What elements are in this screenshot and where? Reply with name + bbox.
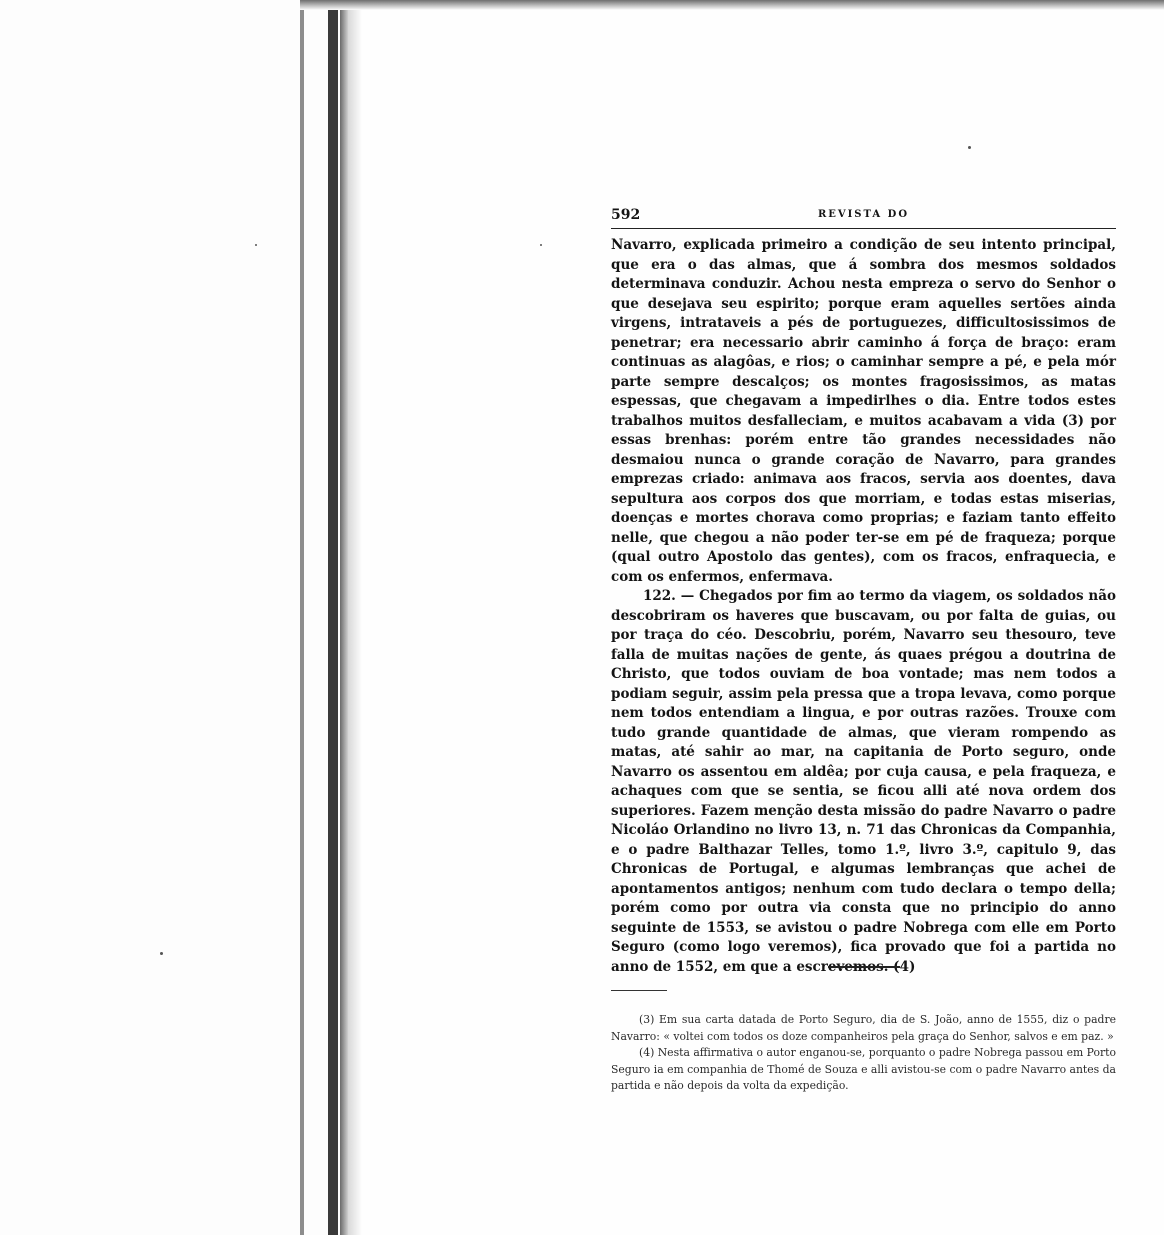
page-top-edge	[300, 0, 1164, 10]
gutter-fade	[348, 0, 362, 1235]
gutter-spine	[328, 0, 338, 1235]
header-rule	[611, 228, 1116, 229]
scan-speck	[160, 952, 163, 955]
gutter-edge-line	[300, 10, 304, 1235]
gutter-shadow	[340, 0, 348, 1235]
footnote-rule	[611, 990, 667, 991]
scan-speck	[968, 146, 971, 149]
body-text	[611, 236, 1116, 977]
scan-speck	[255, 244, 257, 246]
running-head	[611, 207, 1116, 227]
footnote: (4) Nesta affirmativa o autor enganou-se, porquanto o padre Nobrega passou em Porto Seguro ia em companhia de Thomé de Souza e alli avistou-se com o padre Navarro antes da partida e não depois da volta da expedição.	[611, 1046, 1116, 1092]
page-number: 592	[611, 207, 641, 223]
footnotes	[611, 1012, 1116, 1095]
paragraph: Navarro, explicada primeiro a condição de seu intento principal, que era o das almas, que á sombra dos mesmos soldados determinava conduzir. Achou nesta empreza o servo do Senhor o que desejava seu espirito; porque eram aquelles sertões ainda virgens, intrataveis a pés de portuguezes, difficultosissimos de penetrar; era necessario abrir caminho á força de braço: eram continuas as alagôas, e rios; o caminhar sempre a pé, e pela mór parte sempre descalços; os montes fragosissimos, as matas espessas, que chegavam a impedirlhes o dia. Entre todos estes trabalhos muitos desfalleciam, e muitos acabavam a vida (3) por essas brenhas: porém entre tão grandes necessidades não desmaiou nunca o grande coração de Navarro, para grandes emprezas criado: animava aos fracos, servia aos doentes, dava sepultura aos corpos dos que morriam, e todas estas miserias, doenças e mortes chorava como proprias; e faziam tanto effeito nelle, que chegou a não poder ter-se em pé de fraqueza; porque (qual outro Apostolo das gentes), com os fracos, enfraquecia, e com os enfermos, enfermava.	[611, 237, 1116, 585]
scan-speck	[540, 244, 542, 246]
footnote: (3) Em sua carta datada de Porto Seguro, dia de S. João, anno de 1555, diz o padre Navarro: « voltei com todos os doze companheiros pela graça do Senhor, salvos e em paz. »	[611, 1013, 1116, 1043]
paragraph: 122. — Chegados por fim ao termo da viagem, os soldados não descobriram os haveres que buscavam, ou por falta de guias, ou por traça do céo. Descobriu, porém, Navarro seu thesouro, teve falla de muitas nações de gente, ás quaes prégou a doutrina de Christo, que todos ouviam de boa vontade; mas nem todos a podiam seguir, assim pela pressa que a tropa levava, como porque nem todos entendiam a lingua, e por outras razões. Trouxe com tudo grande quantidade de almas, que vieram rompendo as matas, até sahir ao mar, na capitania de Porto seguro, onde Navarro os assentou em aldêa; por cuja causa, e pela fraqueza, e achaques com que se sentia, se ficou alli até nova ordem dos superiores. Fazem menção desta missão do padre Navarro o padre Nicoláo Orlandino no livro 13, n. 71 das Chronicas da Companhia, e o padre Balthazar Telles, tomo 1.º, livro 3.º, capitulo 9, das Chronicas de Portugal, e algumas lembranças que achei de apontamentos antigos; nenhum com tudo declara o tempo della; porém como por outra via consta que no principio do anno seguinte de 1553, se avistou o padre Nobrega com elle em Porto Seguro (como logo veremos), fica provado que foi a partida no anno de 1552, em que a escrevemos. (4)	[611, 588, 1116, 975]
section-divider	[828, 966, 900, 968]
running-title: REVISTA DO	[817, 209, 910, 220]
book-gutter	[0, 0, 360, 1235]
